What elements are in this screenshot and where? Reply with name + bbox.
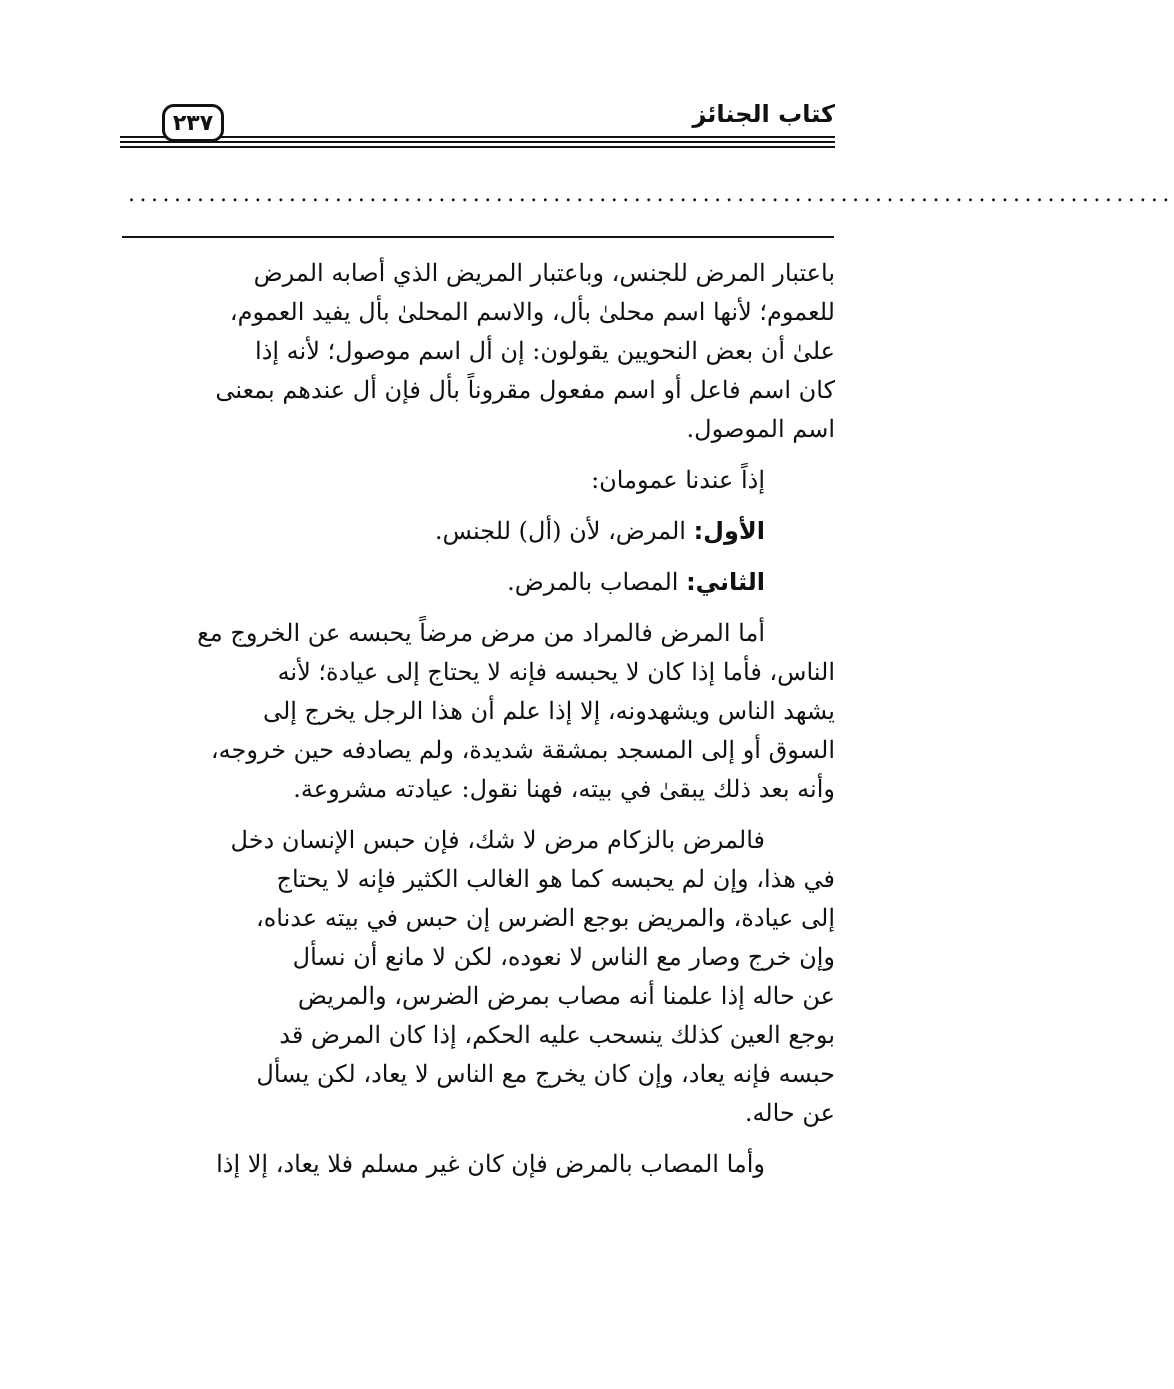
text-line: وإن خرج وصار مع الناس لا نعوده، لكن لا مانع أن نسأل	[292, 943, 835, 971]
text-line: عن حاله إذا علمنا أنه مصاب بمرض الضرس، والمريض	[297, 982, 835, 1010]
separator-line	[122, 236, 834, 238]
first-label: الأول:	[693, 517, 765, 545]
text-line: الناس، فأما إذا كان لا يحبسه فإنه لا يحتاج إلى عيادة؛ لأنه	[277, 658, 835, 686]
text-line: أما المرض فالمراد من مرض مرضاً يحبسه عن الخروج مع	[197, 619, 765, 647]
text-line: حبسه فإنه يعاد، وإن كان يخرج مع الناس لا يعاد، لكن يسأل	[256, 1060, 835, 1088]
dotted-separator: ...........................................................................................	[128, 182, 1174, 207]
text-line: وأما المصاب بالمرض فإن كان غير مسلم فلا يعاد، إلا إذا	[216, 1150, 765, 1178]
page-header	[120, 96, 835, 156]
first-text: المرض، لأن (أل) للجنس.	[434, 517, 694, 545]
book-title: كتاب الجنائز	[692, 100, 835, 128]
text-line: وأنه بعد ذلك يبقىٰ في بيته، فهنا نقول: عيادته مشروعة.	[293, 775, 835, 803]
page-number: ٢٣٧	[162, 104, 224, 142]
header-rule	[120, 146, 835, 148]
list-item	[120, 563, 835, 602]
text-line: السوق أو إلى المسجد بمشقة شديدة، ولم يصادفه حين خروجه،	[210, 736, 835, 764]
second-label: الثاني:	[686, 568, 765, 596]
list-item	[120, 512, 835, 551]
text-line: باعتبار المرض للجنس، وباعتبار المريض الذي أصابه المرض	[253, 259, 835, 287]
body-text	[120, 254, 835, 1184]
text-line: اسم الموصول.	[686, 415, 835, 443]
text-line: علىٰ أن بعض النحويين يقولون: إن أل اسم موصول؛ لأنه إذا	[255, 337, 835, 365]
header-rule	[120, 141, 835, 143]
text-line: يشهد الناس ويشهدونه، إلا إذا علم أن هذا الرجل يخرج إلى	[262, 697, 835, 725]
text-line: إذاً عندنا عمومان:	[591, 466, 765, 494]
text-line: بوجع العين كذلك ينسحب عليه الحكم، إذا كان المرض قد	[279, 1021, 835, 1049]
text-line: إلى عيادة، والمريض بوجع الضرس إن حبس في بيته عدناه،	[255, 904, 835, 932]
text-line: للعموم؛ لأنها اسم محلىٰ بأل، والاسم المحلىٰ بأل يفيد العموم،	[229, 298, 835, 326]
text-line: في هذا، وإن لم يحبسه كما هو الغالب الكثير فإنه لا يحتاج	[276, 865, 835, 893]
text-line: كان اسم فاعل أو اسم مفعول مقروناً بأل فإن أل عندهم بمعنى	[215, 376, 835, 404]
header-rule	[120, 136, 835, 138]
text-line: فالمرض بالزكام مرض لا شك، فإن حبس الإنسان دخل	[230, 826, 765, 854]
text-line: عن حاله.	[744, 1099, 835, 1127]
second-text: المصاب بالمرض.	[507, 568, 687, 596]
